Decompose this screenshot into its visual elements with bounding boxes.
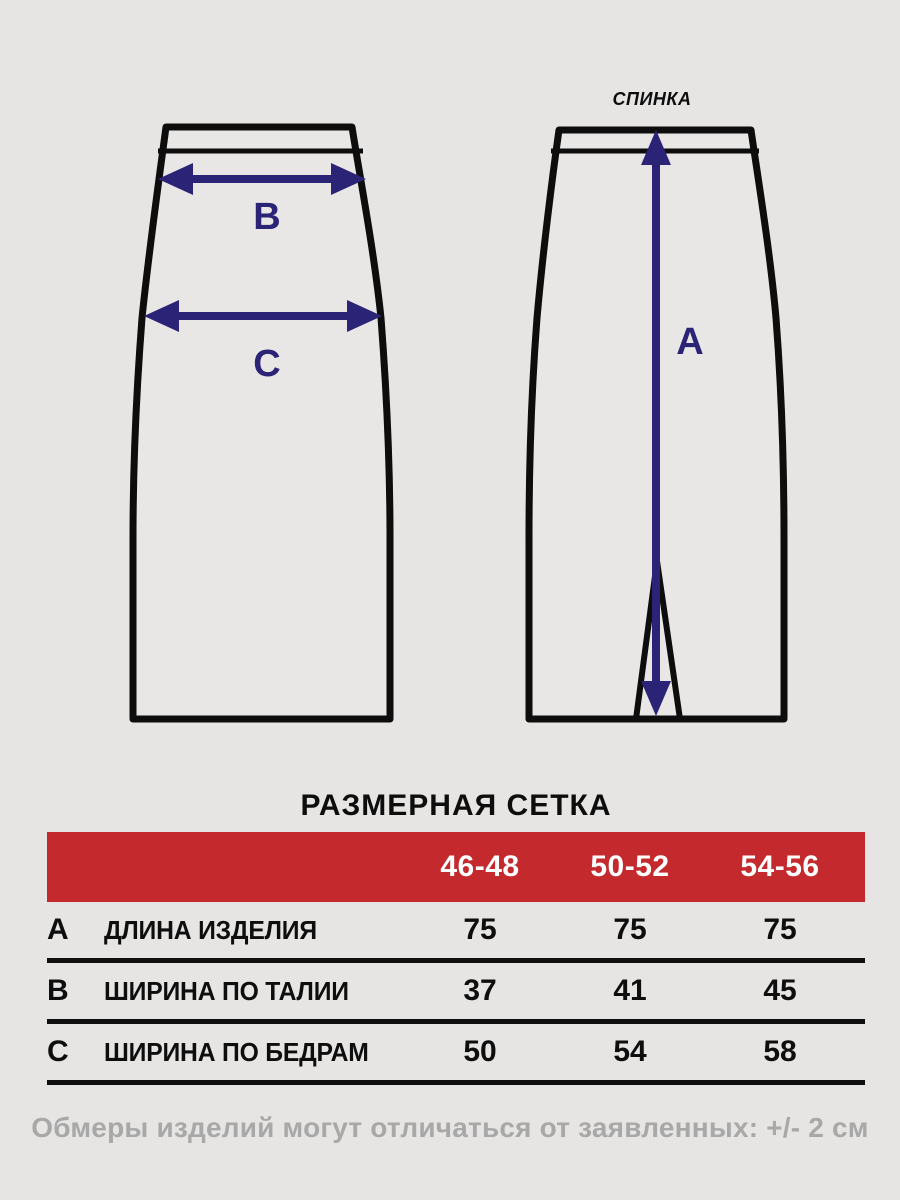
row-value: 50 [463,1035,497,1068]
front-skirt-drawing [133,127,390,719]
row-value: 58 [763,1035,797,1068]
length-letter-label: A [676,321,704,363]
tolerance-note: Обмеры изделий могут отличаться от заявленных: +/- 2 см [31,1112,869,1143]
size-table-title: РАЗМЕРНАЯ СЕТКА [300,789,612,822]
row-value: 45 [763,974,797,1007]
row-label: ШИРИНА ПО ТАЛИИ [104,975,349,1006]
size-table-body [47,902,865,1085]
row-value: 54 [613,1035,647,1068]
row-value: 75 [463,913,497,946]
row-label: ШИРИНА ПО БЕДРАМ [104,1036,369,1067]
size-table-header [47,832,865,902]
back-view-label: СПИНКА [612,89,692,109]
table-row-hip [47,1024,865,1085]
row-value: 75 [763,913,797,946]
hip-letter-label: C [253,343,281,385]
table-row-length [47,902,865,963]
row-value: 41 [613,974,647,1007]
size-column-header: 50-52 [590,850,670,883]
row-value: 75 [613,913,647,946]
waist-letter-label: B [253,196,281,238]
row-letter: C [47,1035,69,1068]
row-label: ДЛИНА ИЗДЕЛИЯ [104,914,317,945]
table-row-waist [47,963,865,1024]
back-skirt-drawing [529,89,784,719]
size-column-header: 46-48 [440,850,520,883]
size-column-header: 54-56 [740,850,820,883]
row-letter: A [47,913,69,946]
row-value: 37 [463,974,497,1007]
row-letter: B [47,974,69,1007]
